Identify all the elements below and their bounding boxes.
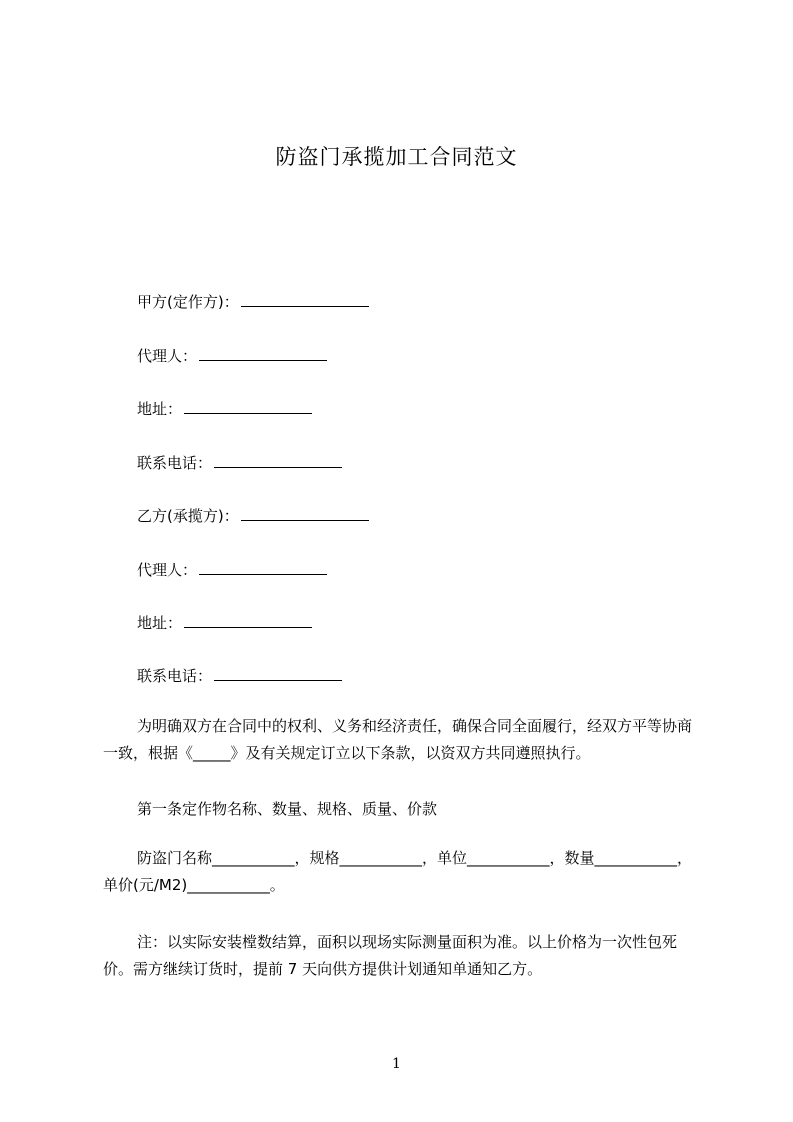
party-b-agent-blank [199, 560, 327, 575]
party-a-address-field [137, 399, 312, 419]
party-a-address-label: 地址： [137, 400, 183, 418]
party-b-name-field [137, 506, 369, 526]
party-b-phone-label: 联系电话： [137, 667, 213, 685]
party-b-phone-field [137, 666, 342, 686]
party-a-address-blank [184, 399, 312, 414]
party-a-phone-label: 联系电话： [137, 454, 213, 472]
article-1-note: 注：以实际安装樘数结算，面积以现场实际测量面积为准。以上价格为一次性包死价。需方继续订货时，提前 7 天向供方提供计划通知单通知乙方。 [103, 933, 678, 978]
party-a-agent-field [137, 346, 327, 366]
party-b-name-blank [241, 506, 369, 521]
page-number: 1 [392, 1056, 401, 1072]
party-b-address-label: 地址： [137, 614, 183, 632]
party-b-agent-field [137, 560, 327, 580]
party-a-agent-blank [199, 346, 327, 361]
party-b-phone-blank [214, 666, 342, 681]
party-a-phone-blank [214, 453, 342, 468]
party-b-address-field [137, 613, 312, 633]
party-a-name-field [137, 292, 369, 312]
article-1-heading: 第一条定作物名称、数量、规格、质量、价款 [137, 800, 438, 818]
party-a-agent-label: 代理人： [137, 347, 198, 365]
party-b-address-blank [184, 613, 312, 628]
party-b-agent-label: 代理人： [137, 561, 198, 579]
document-title: 防盗门承揽加工合同范文 [275, 145, 518, 169]
party-a-name-blank [241, 292, 369, 307]
party-a-name-label: 甲方(定作方)： [137, 293, 239, 311]
party-b-name-label: 乙方(承揽方)： [137, 507, 239, 525]
party-a-phone-field [137, 453, 342, 473]
preamble-paragraph: 为明确双方在合同中的权利、义务和经济责任，确保合同全面履行，经双方平等协商一致，根据《_____》及有关规定订立以下条款，以资双方共同遵照执行。 [103, 717, 693, 762]
article-1-item-line: 防盗门名称___________，规格___________，单位___________，数量___________，单价(元/M2)___________。 [103, 849, 693, 894]
